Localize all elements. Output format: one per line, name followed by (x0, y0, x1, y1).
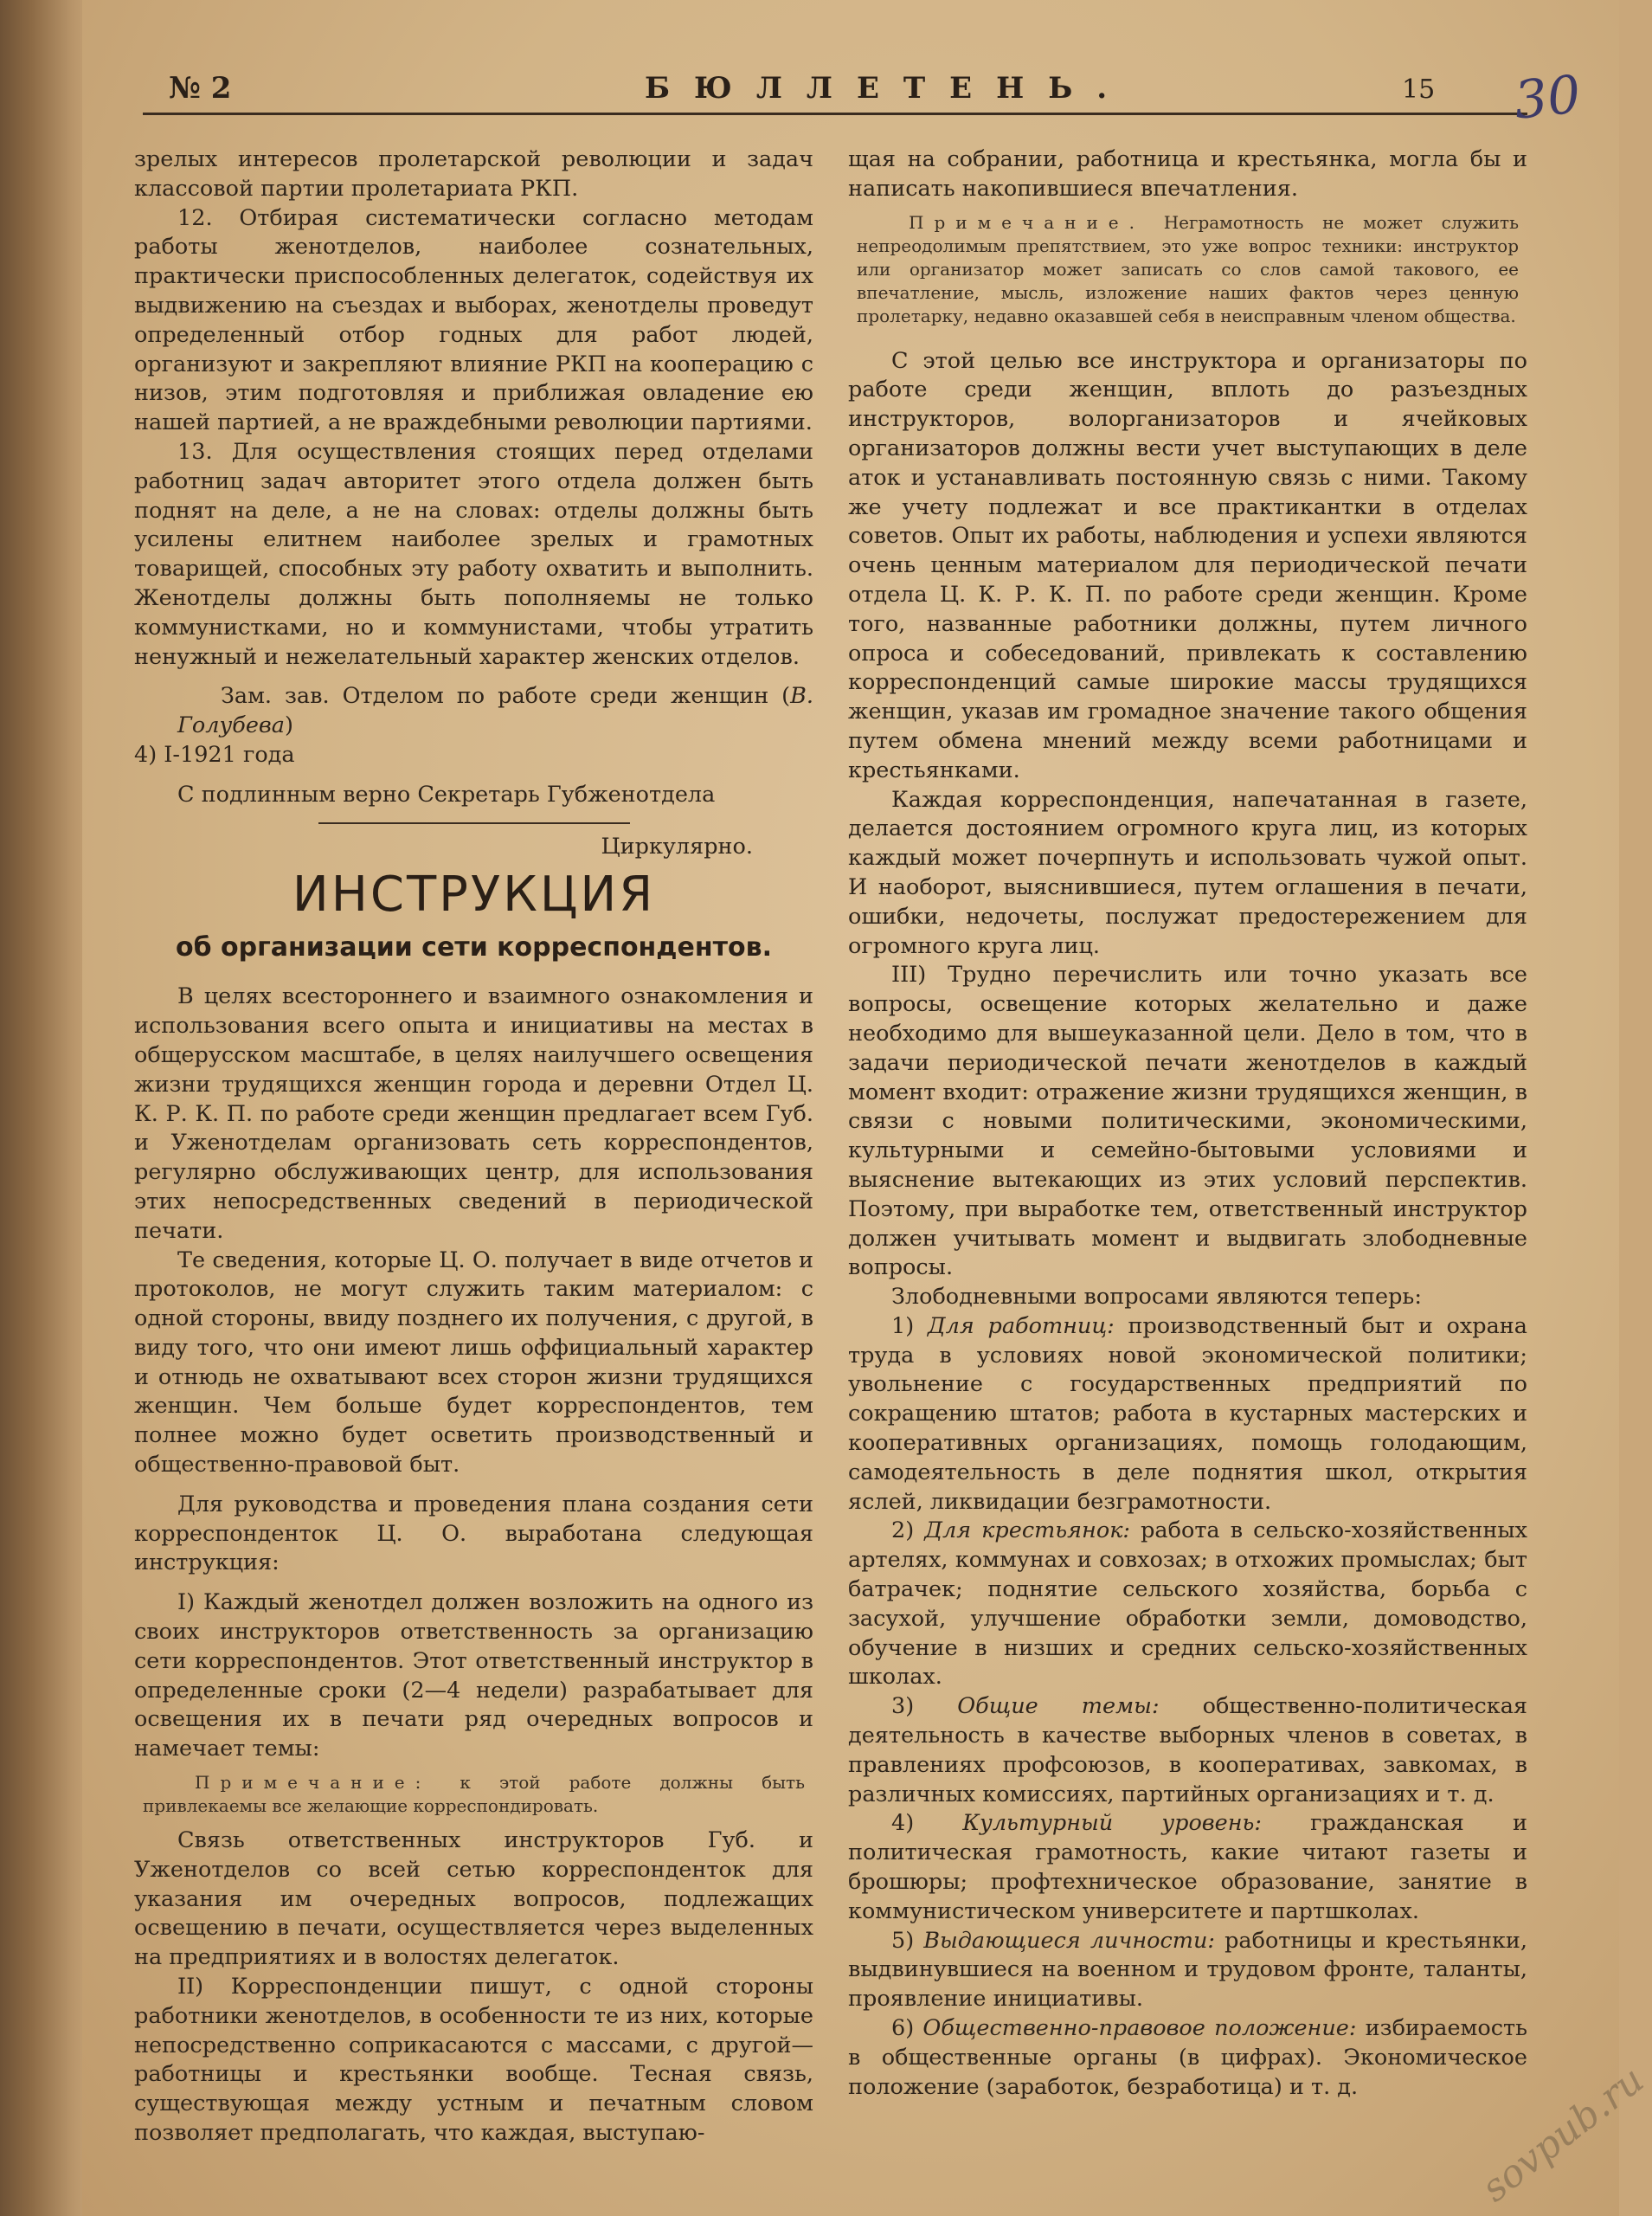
right-column (848, 145, 1527, 2102)
topic-text: работницы и крестьянки, выдвинувшиеся на военном и трудовом фронте, таланты, проявление инициативы. (848, 1927, 1527, 2013)
topic-peasants (848, 1517, 1527, 1692)
topics-intro: Злободневными вопросами являются теперь: (891, 1284, 1422, 1311)
printed-page-number: 15 (1402, 74, 1436, 105)
instruction-subtitle: об организации сети корреспондентов. (176, 932, 772, 963)
topic-number: 4) (891, 1810, 963, 1837)
instruction-title: ИНСТРУКЦИЯ (292, 866, 656, 924)
circular-label: Циркулярно. (601, 833, 753, 860)
instruction-paragraph-sources: Те сведения, которые Ц. О. получает в виде отчетов и протоколов, не могут служить таким материалом: с одной стороны, ввиду позднего их получения, с другой, в виду того, что они имеют лишь оффициальный характер и отнюдь не охватывают всех сторон жизни трудящихся женщин. Чем больше будет корреспондентов, тем полнее можно будет осветить производственный и общественно-правовой быт. (134, 1246, 813, 1478)
topic-text: общественно-политическая деятельность в качестве выборных членов в советах, в правлениях профсоюзов, в кооперативах, завкомах, в различных комиссиях, партийных организациях и т. д. (848, 1693, 1527, 1807)
note-2 (848, 211, 1527, 328)
note-2-text: Неграмотность не может служить непреодолимым препятствием, это уже вопрос техники: инструктор или организатор может записать со слов самой такового, ее впечатление, мысль, изложение наших фактов через ценную пролетарку, недавно оказавшей себя в неисправным членом общества. (857, 211, 1519, 326)
paragraph-continuation-right: щая на собрании, работница и крестьянка, могла бы и написать накопившиеся впечатления. (848, 146, 1527, 202)
note-1-text: к этой работе должны быть привлекаемы все желающие корреспондировать. (143, 1772, 806, 1817)
handwritten-page-number: 30 (1511, 64, 1584, 132)
instruction-item-1: I) Каждый женотдел должен возложить на одного из своих инструкторов ответственность за организацию сети корреспондентов. Этот ответственный инструктор в определенные сроки (2—4 недели) разрабатывает для освещения их в печати ряд очередных вопросов и намечает темы: (134, 1589, 813, 1762)
instruction-paragraph-links: Связь ответственных инструкторов Губ. и Уженотделов со всей сетью корреспонденток для указания им очередных вопросов, подлежащих освещению в печати, осуществляется через выделенных на предприятиях и в волостях делегаток. (134, 1827, 813, 1971)
instruction-paragraph-intro: В целях всестороннего и взаимного ознакомления и использования всего опыта и инициативы на местах в общерусском масштабе, в целях наилучшего освещения жизни трудящихся женщин города и деревни Отдел Ц. К. Р. К. П. по работе среди женщин предлагает всем Губ. и Уженотделам организовать сеть корреспондентов, регулярно обслуживающих центр, для использования этих непосредственных сведений в периодической печати. (134, 983, 813, 1244)
topic-number: 5) (891, 1927, 924, 1954)
instruction-item-3: III) Трудно перечислить или точно указать все вопросы, освещение которых желательно и даже необходимо для вышеуказанной цели. Дело в том, что в задачи периодической печати женотделов в каждый момент входит: отражение жизни трудящихся женщин, в связи с новыми политическими, экономическими, культурными и семейно-бытовыми условиями и выяснение вытекающих из этих условий перспектив. Поэтому, при выработке тем, ответственный инструктор должен учитывать момент и выдвигать злободневные вопросы. (848, 962, 1527, 1281)
newspaper-page (82, 0, 1652, 2216)
signature-line (134, 682, 813, 741)
topic-culture (848, 1809, 1527, 1926)
topic-heading: Для работниц: (927, 1312, 1115, 1339)
paragraph-continuation: зрелых интересов пролетарской революции и задач классовой партии пролетариата РКП. (134, 146, 813, 202)
paragraph-instructors: С этой целью все инструктора и организаторы по работе среди женщин, вплоть до разъездных инструкторов, волорганизаторов и ячейковых организаторов должны вести учет выступающих в деле аток и устанавливать постоянную связь с ними. Такому же учету подлежат и все практикантки в отделах советов. Опыт их работы, наблюдения и успехи являются очень ценным материалом для периодической печати отдела Ц. К. Р. К. П. по работе среди женщин. Кроме того, названные работники должны, путем личного опроса и собеседований, привлекать к составлению корреспонденций самые широкие массы трудящихся женщин, указав им громадное значение такого общения путем обмена мнений между всеми работницами и крестьянками. (848, 347, 1527, 783)
topic-heading: Выдающиеся личности: (923, 1927, 1215, 1954)
section-divider (318, 822, 630, 824)
note-2-label: Примечание. (909, 211, 1145, 233)
topic-general (848, 1692, 1527, 1809)
topic-personalities (848, 1927, 1527, 2014)
topic-workers (848, 1312, 1527, 1517)
paragraph-13: 13. Для осуществления стоящих перед отделами работниц задач авторитет этого отдела должен быть поднят на деле, а не на словах: отделы должны быть усилены елитнем наиболее зрелых и грамотных товарищей, способных эту работу охватить и выполнить. Женотделы должны быть пополняемы не только коммунистками, но и коммунистами, чтобы утратить ненужный и нежелательный характер женских отделов. (134, 438, 813, 670)
topic-text: работа в сельско-хозяйственных артелях, коммунах и совхозах; в отхожих промыслах; быт батрачек; поднятие сельского хозяйства, борьба с засухой, улучшение обработки земли, домоводство, обучение в низших и средних сельско-хозяйственных школах. (848, 1517, 1527, 1691)
topic-number: 2) (891, 1517, 925, 1544)
topic-text: избираемость в общественные органы (в цифрах). Экономическое положение (заработок, безработица) и т. д. (848, 2015, 1528, 2100)
topic-heading: Общественно-правовое положение: (922, 2015, 1357, 2042)
signature-name: В. Голубева (177, 683, 813, 739)
header-rule (143, 113, 1527, 115)
signature-text: Зам. зав. Отделом по работе среди женщин ( (221, 683, 791, 710)
watermark: sovpub.ru (1473, 2058, 1652, 2211)
left-column (134, 145, 813, 2148)
topic-heading: Культурный уровень: (962, 1810, 1263, 1837)
topic-text: гражданская и политическая грамотность, какие читают газеты и брошюры; профтехническое образование, занятие в коммунистическом университете и партшколах. (848, 1810, 1527, 1924)
paragraph-correspondence: Каждая корреспонденция, напечатанная в газете, делается достоянием огромного круга лиц, из которых каждый может почерпнуть и использовать чужой опыт. И наоборот, выяснившиеся, путем оглашения в печати, ошибки, недочеты, послужат предостережением для огромного круга лиц. (848, 786, 1527, 959)
note-1 (134, 1771, 813, 1818)
topic-legal-status (848, 2014, 1527, 2102)
instruction-paragraph-plan: Для руководства и проведения плана создания сети корреспонденток Ц. О. выработана следующая инструкция: (134, 1491, 813, 1576)
publication-title: БЮЛЛЕТЕНЬ. (645, 71, 1132, 106)
topic-text: производственный быт и охрана труда в условиях новой экономической политики; увольнение с государственных предприятий по сокращению штатов; работа в кустарных мастерских и кооперативных организациях, помощь голодающим, самодеятельность в деле поднятия школ, открытия яслей, ликвидации безграмотности. (848, 1312, 1528, 1515)
signature-close: ) (284, 712, 293, 739)
page-header (143, 71, 1527, 113)
paragraph-12: 12. Отбирая систематически согласно методам работы женотделов, наиболее сознательных, практически приспособленных делегаток, содействуя их выдвижению на съездах и выборах, женотделы проведут определенный отбор годных для работ людей, организуют и закрепляют влияние РКП на кооперацию с низов, этим подготовляя и приближая овладение ею нашей партией, а не враждебными революции партиями. (134, 204, 813, 436)
issue-number: № 2 (169, 71, 232, 106)
note-1-label: Примечание: (195, 1772, 432, 1794)
topic-number: 3) (891, 1693, 958, 1720)
topic-heading: Общие темы: (957, 1693, 1160, 1720)
topic-number: 6) (891, 2015, 923, 2042)
copy-certification: С подлинным верно Секретарь Губженотдела (177, 781, 716, 808)
topic-heading: Для крестьянок: (924, 1517, 1131, 1544)
topic-number: 1) (891, 1312, 928, 1339)
instruction-item-2: II) Корреспонденции пишут, с одной стороны работники женотделов, в особенности те из них, которые непосредственно соприкасаются с массами, с другой—работницы и крестьянки вообще. Тесная связь, существующая между устным и печатным словом позволяет предполагать, что каждая, выступаю- (134, 1974, 813, 2147)
signature-date: 4) I-1921 года (134, 741, 295, 768)
